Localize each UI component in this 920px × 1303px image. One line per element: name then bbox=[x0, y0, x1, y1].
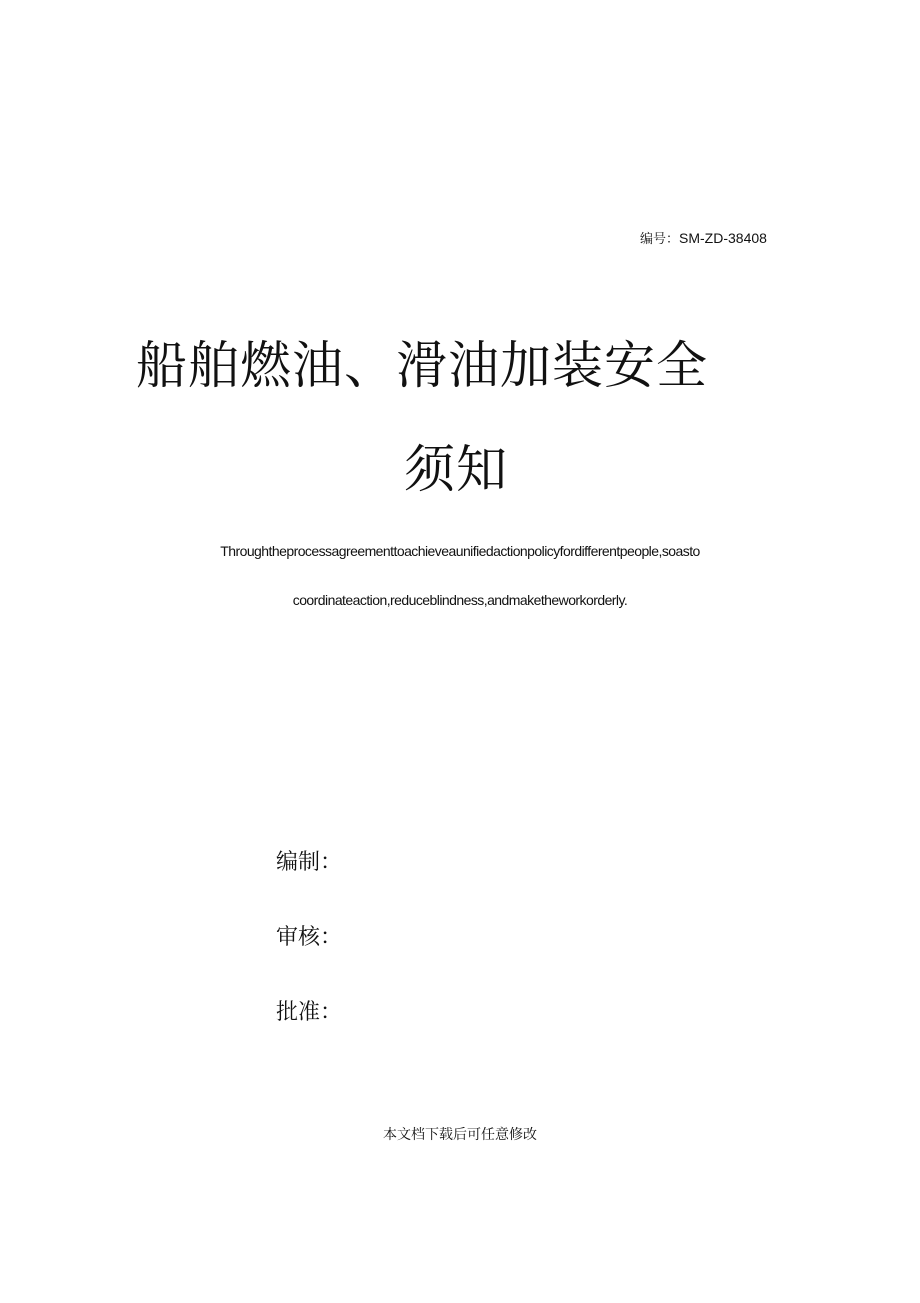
document-title-line-1: 船舶燃油、滑油加装安全 bbox=[136, 337, 709, 396]
document-number-value: SM-ZD-38408 bbox=[679, 230, 767, 246]
document-title-line-2: 须知 bbox=[404, 441, 509, 500]
reviewed-by-label: 审核： bbox=[276, 925, 343, 950]
subtitle-line-1: Throughtheprocessagreementtoachieveaunifiedactionpolicyfordifferentpeople,soasto bbox=[220, 543, 700, 559]
approved-by-label: 批准： bbox=[276, 1000, 343, 1025]
compiled-by-label: 编制： bbox=[276, 850, 343, 875]
document-number-label: 编号： bbox=[640, 232, 680, 247]
footer-note: 本文档下载后可任意修改 bbox=[383, 1127, 537, 1143]
subtitle-line-2: coordinateaction,reduceblindness,andmaketheworkorderly. bbox=[292, 592, 628, 608]
document-number bbox=[640, 228, 767, 247]
